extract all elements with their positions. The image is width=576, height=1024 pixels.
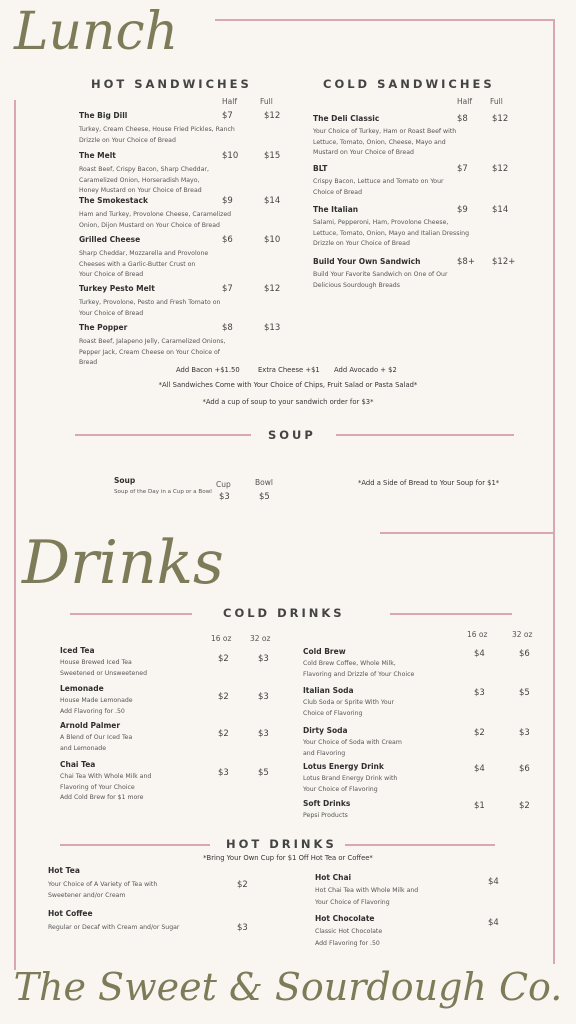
price: $3 (237, 923, 248, 933)
price-full: $12 (264, 111, 281, 121)
drinks-title: Drinks (22, 528, 224, 598)
price-p32: $3 (258, 654, 269, 664)
cold-drinks-divider-left (70, 613, 192, 615)
price-full: $13 (264, 323, 281, 333)
menu-item-desc: Your Choice of Flavoring (315, 898, 390, 906)
menu-item-desc: Flavoring and Drizzle of Your Choice (303, 670, 415, 678)
soup-bowl-price: $5 (259, 492, 270, 502)
menu-item-name: Lemonade (60, 684, 104, 693)
soup-cup-price: $3 (219, 492, 230, 502)
menu-item-name: Turkey Pesto Melt (79, 284, 155, 293)
menu-item-desc: Sharp Cheddar, Mozzarella and Provolone (79, 250, 209, 257)
menu-item-desc: Honey Mustard on Your Choice of Bread (79, 187, 202, 194)
frame-top-line (215, 19, 555, 21)
footer-brand-logo: The Sweet & Sourdough Co. (13, 965, 563, 1009)
menu-item-name: Hot Chocolate (315, 914, 375, 923)
menu-item-name: Iced Tea (60, 646, 95, 655)
menu-item-desc: Your Choice of A Variety of Tea with (48, 881, 158, 888)
menu-item-desc: A Blend of Our Iced Tea (60, 734, 133, 741)
menu-item-desc: Cold Brew Coffee, Whole Milk, (303, 660, 396, 667)
menu-item-desc: Add Flavoring for .50 (60, 707, 125, 715)
price-half: $8 (222, 323, 233, 333)
menu-item-desc: Mustard on Your Choice of Bread (313, 149, 414, 156)
menu-item-desc: Pepper Jack, Cream Cheese on Your Choice of (79, 348, 220, 356)
hot-drinks-divider-left (60, 844, 210, 846)
cold-right-32oz-header: 32 oz (512, 630, 533, 639)
menu-item-desc: Cheeses with a Garlic-Butter Crust on (79, 260, 196, 268)
menu-item-desc: Your Choice of Bread (79, 309, 144, 317)
menu-item-desc: Onion, Dijon Mustard on Your Choice of Bread (79, 221, 220, 229)
price-full: $10 (264, 235, 281, 245)
price-p16: $2 (474, 728, 485, 738)
cold-sandwiches-heading: COLD SANDWICHES (323, 77, 495, 91)
price-full: $12+ (492, 257, 516, 267)
price-half: $7 (457, 164, 468, 174)
menu-item-name: Grilled Cheese (79, 235, 141, 244)
soup-addon-note: *Add a cup of soup to your sandwich order for $3* (202, 398, 374, 406)
menu-item-desc: Your Choice of Turkey, Ham or Roast Beef with (313, 128, 457, 135)
hot-drinks-divider-right (345, 844, 495, 846)
frame-left-line (14, 100, 16, 970)
menu-item-desc: Add Cold Brew for $1 more (60, 794, 144, 801)
menu-item-desc: Choice of Bread (313, 188, 363, 196)
menu-item-name: The Popper (79, 323, 128, 332)
hot-drinks-heading: HOT DRINKS (226, 837, 337, 851)
menu-item-desc: Drizzle on Your Choice of Bread (79, 136, 176, 144)
menu-item-desc: Turkey, Provolone, Pesto and Fresh Tomato on (79, 299, 221, 306)
menu-item-desc: Hot Chai Tea with Whole Milk and (315, 887, 419, 894)
price: $4 (488, 918, 499, 928)
price-half: $7 (222, 111, 233, 121)
menu-item-desc: Sweetener and/or Cream (48, 891, 126, 899)
price: $4 (488, 877, 499, 887)
menu-item-name: Arnold Palmer (60, 721, 121, 730)
price-p32: $3 (258, 729, 269, 739)
menu-item-name: The Deli Classic (313, 114, 380, 123)
price-half: $8 (457, 114, 468, 124)
drinks-title-divider (380, 532, 555, 534)
menu-item-desc: Crispy Bacon, Lettuce and Tomato on Your (313, 178, 444, 185)
menu-item-name: Cold Brew (303, 647, 346, 656)
price-p32: $3 (258, 692, 269, 702)
menu-item-desc: Salami, Pepperoni, Ham, Provolone Cheese, (313, 219, 449, 226)
menu-item-desc: Flavoring of Your Choice (60, 783, 135, 791)
price: $2 (237, 880, 248, 890)
hot-sandwiches-heading: HOT SANDWICHES (91, 77, 252, 91)
lunch-title: Lunch (14, 2, 179, 62)
price-half: $7 (222, 284, 233, 294)
soup-bowl-header: Bowl (255, 478, 273, 487)
soup-divider-right (336, 434, 514, 436)
menu-item-desc: Drizzle on Your Choice of Bread (313, 240, 410, 247)
menu-item-desc: Lettuce, Tomato, Onion, Cheese, Mayo and (313, 138, 446, 146)
price-full: $12 (492, 114, 509, 124)
hot-full-header: Full (260, 97, 273, 106)
soup-heading: SOUP (268, 428, 316, 442)
menu-item-desc: Ham and Turkey, Provolone Cheese, Caramelized (79, 211, 232, 218)
menu-item-name: Dirty Soda (303, 726, 348, 735)
frame-right-line (553, 19, 555, 964)
price-p16: $4 (474, 649, 485, 659)
menu-item-name: Lotus Energy Drink (303, 762, 384, 771)
soup-cup-header: Cup (216, 480, 231, 489)
addon-avocado: Add Avocado + $2 (334, 366, 397, 374)
cold-half-header: Half (457, 97, 472, 106)
price-p16: $1 (474, 801, 485, 811)
price-p32: $6 (519, 649, 530, 659)
soup-divider-left (75, 434, 251, 436)
menu-item-desc: Delicious Sourdough Breads (313, 281, 400, 289)
price-full: $15 (264, 151, 281, 161)
price-half: $9 (457, 205, 468, 215)
addon-cheese: Extra Cheese +$1 (258, 366, 320, 374)
menu-item-desc: Sweetened or Unsweetened (60, 669, 147, 677)
menu-item-name: Chai Tea (60, 760, 96, 769)
menu-item-desc: Classic Hot Chocolate (315, 928, 383, 935)
menu-item-desc: Club Soda or Sprite With Your (303, 699, 395, 706)
menu-item-desc: Lotus Brand Energy Drink with (303, 775, 398, 782)
price-p32: $3 (519, 728, 530, 738)
price-full: $12 (264, 284, 281, 294)
menu-item-name: Build Your Own Sandwich (313, 257, 421, 266)
menu-item-name: The Italian (313, 205, 359, 214)
price-half: $9 (222, 196, 233, 206)
price-full: $14 (492, 205, 509, 215)
price-full: $14 (264, 196, 281, 206)
menu-item-name: BLT (313, 164, 328, 173)
menu-item-desc: Bread (79, 359, 98, 366)
hot-half-header: Half (222, 97, 237, 106)
menu-item-name: Soft Drinks (303, 799, 351, 808)
menu-item-desc: Pepsi Products (303, 812, 348, 819)
menu-item-desc: and Lemonade (60, 744, 107, 752)
menu-item-desc: Turkey, Cream Cheese, House Fried Pickles, Ranch (79, 126, 235, 133)
menu-item-desc: Chai Tea With Whole Milk and (60, 773, 152, 780)
menu-item-desc: Caramelized Onion, Horseradish Mayo, (79, 176, 200, 184)
cold-left-32oz-header: 32 oz (250, 634, 271, 643)
price-half: $8+ (457, 257, 475, 267)
price-p16: $2 (218, 654, 229, 664)
menu-item-desc: Choice of Flavoring (303, 709, 363, 717)
cold-drinks-divider-right (390, 613, 512, 615)
price-p32: $5 (519, 688, 530, 698)
sides-note: *All Sandwiches Come with Your Choice of Chips, Fruit Salad or Pasta Salad* (158, 381, 418, 389)
menu-item-name: The Melt (79, 151, 116, 160)
price-p16: $3 (218, 768, 229, 778)
menu-item-desc: Roast Beef, Crispy Bacon, Sharp Cheddar, (79, 166, 209, 173)
addon-bacon: Add Bacon +$1.50 (176, 366, 240, 374)
soup-bread-note: *Add a Side of Bread to Your Soup for $1* (358, 479, 500, 487)
hot-drinks-cup-note: *Bring Your Own Cup for $1 Off Hot Tea or Coffee* (203, 854, 373, 862)
menu-item-desc: and Flavoring (303, 749, 346, 757)
price-p16: $2 (218, 729, 229, 739)
menu-item-name: Italian Soda (303, 686, 354, 695)
cold-drinks-heading: COLD DRINKS (223, 606, 345, 620)
menu-item-name: Hot Coffee (48, 909, 93, 918)
menu-item-desc: Roast Beef, Jalapeno Jelly, Caramelized Onions, (79, 338, 226, 345)
menu-item-desc: Build Your Favorite Sandwich on One of Our (313, 271, 448, 278)
menu-item-desc: House Made Lemonade (60, 697, 133, 704)
price-p32: $5 (258, 768, 269, 778)
menu-item-name: Hot Chai (315, 873, 352, 882)
price-p32: $6 (519, 764, 530, 774)
price-half: $10 (222, 151, 239, 161)
price-p16: $3 (474, 688, 485, 698)
soup-name: Soup (114, 476, 136, 485)
price-p16: $2 (218, 692, 229, 702)
cold-right-16oz-header: 16 oz (467, 630, 488, 639)
price-p16: $4 (474, 764, 485, 774)
soup-desc: Soup of the Day in a Cup or a Bowl (114, 489, 212, 495)
price-full: $12 (492, 164, 509, 174)
price-half: $6 (222, 235, 233, 245)
menu-item-desc: Your Choice of Flavoring (303, 785, 378, 793)
menu-item-name: Hot Tea (48, 866, 80, 875)
menu-item-desc: House Brewed Iced Tea (60, 659, 132, 666)
menu-item-desc: Lettuce, Tomato, Onion, Mayo and Italian Dressing (313, 229, 469, 237)
menu-item-name: The Big Dill (79, 111, 128, 120)
menu-item-desc: Your Choice of Soda with Cream (303, 739, 402, 746)
cold-full-header: Full (490, 97, 503, 106)
menu-item-desc: Your Choice of Bread (79, 271, 144, 278)
menu-item-desc: Regular or Decaf with Cream and/or Sugar (48, 924, 180, 931)
cold-left-16oz-header: 16 oz (211, 634, 232, 643)
price-p32: $2 (519, 801, 530, 811)
menu-item-name: The Smokestack (79, 196, 148, 205)
menu-item-desc: Add Flavoring for .50 (315, 939, 380, 947)
